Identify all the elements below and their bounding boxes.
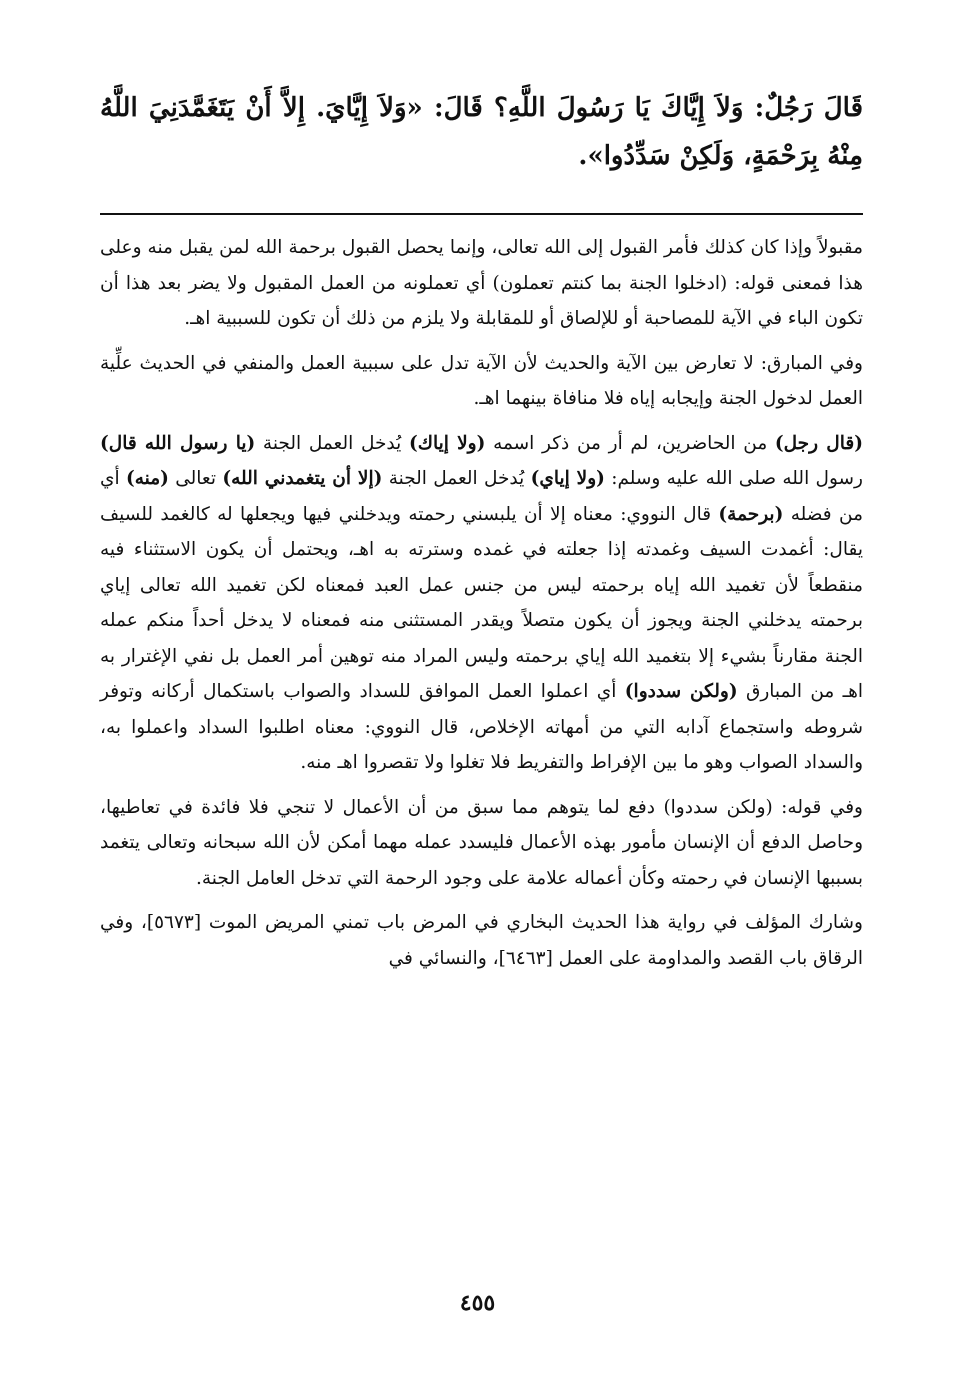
paragraph-text: رسول الله صلى الله عليه وسلم:	[604, 468, 863, 489]
paragraph-text: تعالى	[168, 468, 223, 489]
quoted-phrase: (برحمة)	[718, 503, 784, 525]
quoted-phrase: (يا رسول الله قال)	[100, 432, 256, 454]
paragraph-text: من الحاضرين، لم أر من ذكر اسمه	[485, 432, 775, 454]
paragraph-text: قال النووي: معناه إلا أن يلبسني رحمته ويدخلني فيها ويجعلها له كالغمد للسيف يقال: أغمدت السيف وغمدته إذا جعلته في غمده وسترته به اهـ، ويحتمل أن يكون الاستثناء فيه منقطعاً لأن تغميد الله إياه برحمته ليس من جنس عمل العبد فمعناه لكن تغميد الله تعالى إياي برحمته يدخلني الجنة ويجوز أن يكون متصلاً ويقدر المستثنى منه فمعناه لا يدخل أحداً منكم عمله الجنة مقارناً بشيء إلا بتغميد الله إياي برحمته وليس المراد منه توهين أمر العمل بل نفي الإغترار به اهـ من المبارق	[100, 503, 863, 702]
paragraph-text: وشارك المؤلف في رواية هذا الحديث البخاري في المرض باب تمني المريض الموت [٥٦٧٣]، وفي الرقاق باب القصد والمداومة على العمل [٦٤٦٣]، والنسائي في	[100, 912, 863, 969]
quoted-phrase: (ولا إياي)	[530, 468, 605, 489]
section-divider	[100, 213, 863, 215]
hadith-text-part-1: قَالَ رَجُلٌ: وَلاَ إِيَّاكَ يَا رَسُولَ اللَّهِ؟ قَالَ:	[422, 93, 864, 123]
paragraph-text: وفي المبارق: لا تعارض بين الآية والحديث لأن الآية تدل على سببية العمل والمنفي في الحديث علِّية العمل لدخول الجنة وإيجابه إياه فلا منافاة بينهما اهـ.	[100, 352, 863, 409]
paragraph-text: مقبولاً وإذا كان كذلك فأمر القبول إلى الله تعالى، وإنما يحصل القبول برحمة الله لمن يقبل منه وعلى هذا فمعنى قوله: (ادخلوا الجنة بما كنتم تعملون) أي تعملونه من العمل المقبول ولا يضر بعد هذا أن تكون الباء في الآية للمصاحبة أو للإلصاق أو للمقابلة ولا يلزم من ذلك أن تكون للسببية اهـ.	[100, 237, 863, 329]
hadith-text	[100, 84, 863, 180]
commentary-paragraph-2	[100, 346, 863, 417]
quoted-phrase: (قال رجل)	[774, 432, 863, 454]
paragraph-text: وفي قوله: (ولكن سددوا) دفع لما يتوهم مما سبق من أن الأعمال لا تنجي فلا فائدة في تعاطيها، وحاصل الدفع أن الإنسان مأمور بهذه الأعمال فليسدد عمله مهما أمكن لأن الله سبحانه وتعالى يتغمد بسببها الإنسان في رحمته وكأن أعماله علامة على وجود الرحمة التي تدخل العامل الجنة.	[100, 796, 863, 889]
quoted-phrase: (منه)	[125, 468, 169, 489]
commentary-paragraph-1	[100, 230, 863, 337]
paragraph-text: أي اعملوا العمل الموافق للسداد والصواب باستكمال أركانه وتوفر شروطه واستجماع آدابه التي من أمهاته الإخلاص، قال النووي: معناه اطلبوا السداد واعملوا به، والسداد الصواب وهو ما بين الإفراط والتفريط فلا تغلوا ولا تقصروا اهـ منه.	[100, 681, 863, 773]
paragraph-text: أي من فضله	[100, 468, 863, 525]
paragraph-text: يُدخل العمل الجنة	[382, 468, 531, 489]
hadith-quote: «وَلاَ إِيَّايَ. إِلاَّ أَنْ يَتَغَمَّدَنِيَ اللَّهُ مِنْهُ بِرَحْمَةٍ، وَلَكِنْ سَدِّدُوا»	[100, 93, 863, 171]
quoted-phrase: (ولا إياك)	[408, 432, 486, 454]
quoted-phrase: (ولكن سددوا)	[624, 681, 738, 702]
commentary-section	[100, 230, 863, 985]
paragraph-text: يُدخل العمل الجنة	[255, 432, 409, 454]
commentary-paragraph-5	[100, 905, 863, 976]
page-number: ٤٥٥	[459, 1290, 496, 1316]
commentary-paragraph-3	[100, 426, 863, 781]
commentary-paragraph-4	[100, 790, 863, 897]
quoted-phrase: (إلا أن يتغمدني الله)	[222, 468, 383, 489]
hadith-text-part-3: .	[578, 141, 588, 171]
